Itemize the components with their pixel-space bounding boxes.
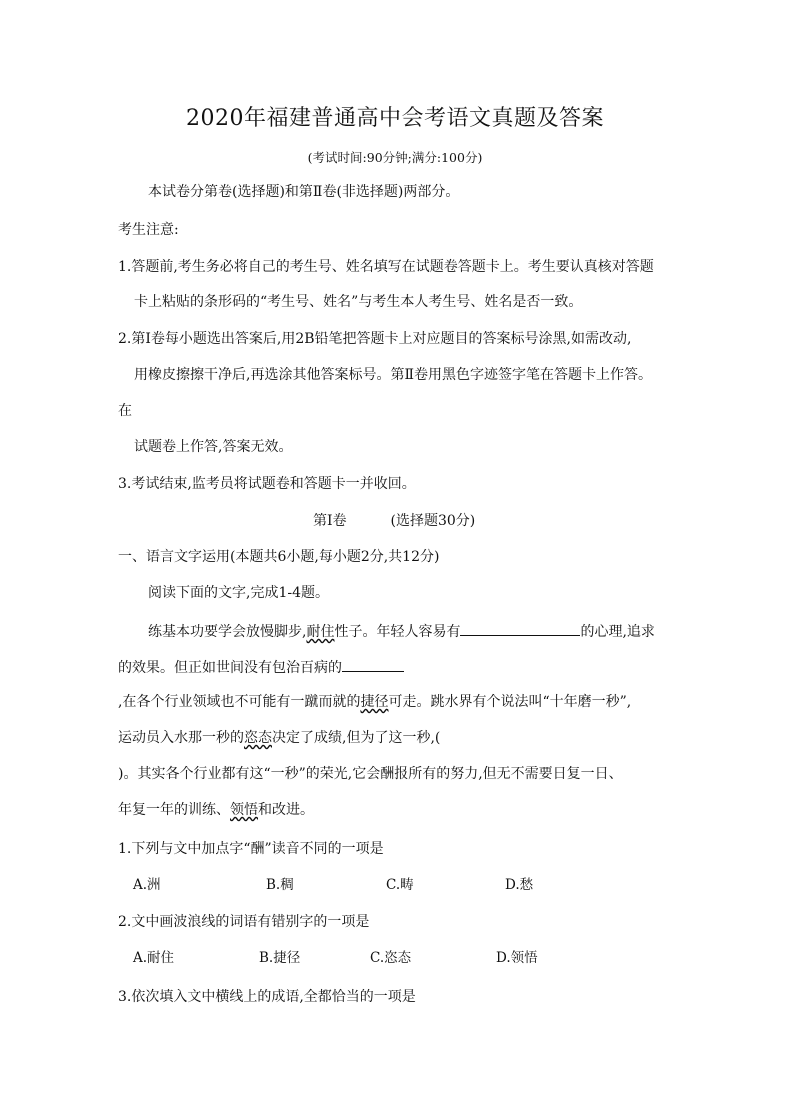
q2-option-a: A.耐住	[133, 950, 175, 966]
passage-text: 的心理,追求	[580, 624, 655, 640]
passage-text: 和改进。	[258, 802, 314, 818]
section-heading	[313, 512, 475, 530]
passage-text: 练基本功要学会放慢脚步,	[148, 624, 307, 640]
part-1-heading: 一、语言文字运用(本题共6小题,每小题2分,共12分)	[118, 549, 440, 565]
passage-line-2	[118, 657, 404, 677]
exam-subtitle: (考试时间:90分钟;满分:100分)	[307, 150, 483, 165]
notice-heading: 考生注意:	[118, 222, 179, 238]
section-detail: (选择题30分)	[390, 513, 476, 529]
wavy-word-lingwu: 领悟	[230, 802, 258, 818]
question-1-stem: 1.下列与文中加点字“酬”读音不同的一项是	[118, 841, 384, 857]
notice-2-line-4: 试题卷上作答,答案无效。	[134, 439, 293, 455]
wavy-word-jiejing: 捷径	[360, 694, 389, 710]
passage-line-1	[148, 621, 655, 641]
q1-option-d: D.愁	[505, 877, 534, 893]
q2-option-b: B.捷径	[259, 950, 301, 966]
passage-line-3	[118, 693, 631, 711]
passage-line-6	[118, 801, 314, 819]
q1-option-c: C.畴	[386, 877, 414, 893]
blank-1	[460, 621, 580, 636]
q1-option-b: B.稠	[266, 877, 294, 893]
q2-option-c: C.恣态	[370, 950, 412, 966]
question-2-stem: 2.文中画波浪线的词语有错别字的一项是	[118, 914, 370, 930]
blank-2	[342, 657, 404, 672]
question-3-stem: 3.依次填入文中横线上的成语,全都恰当的一项是	[118, 989, 416, 1005]
wavy-word-zitai: 恣态	[244, 730, 272, 746]
passage-line-5: )。其实各个行业都有这“一秒”的荣光,它会酬报所有的努力,但无不需要日复一日、	[118, 766, 623, 782]
passage-text: 性子。年轻人容易有	[334, 624, 461, 640]
notice-3: 3.考试结束,监考员将试题卷和答题卡一并收回。	[118, 476, 416, 492]
passage-text: 运动员入水那一秒的	[118, 730, 244, 746]
passage-text: 可走。跳水界有个说法叫“十年磨一秒”,	[388, 694, 632, 710]
passage-line-4	[118, 729, 440, 747]
passage-text: 决定了成绩,但为了这一秒,(	[272, 730, 441, 746]
passage-text: ,在各个行业领域也不可能有一蹴而就的	[118, 694, 361, 710]
notice-2-line-3: 在	[118, 403, 132, 419]
notice-1-line-2: 卡上粘贴的条形码的“考生号、姓名”与考生本人考生号、姓名是否一致。	[134, 294, 583, 310]
document-title: 2020年福建普通高中会考语文真题及答案	[186, 106, 604, 131]
passage-text: 的效果。但正如世间没有包治百病的	[118, 660, 342, 676]
q1-option-a: A.洲	[133, 877, 161, 893]
notice-1-line-1: 1.答题前,考生务必将自己的考生号、姓名填写在试题卷答题卡上。考生要认真核对答题	[118, 259, 654, 275]
wavy-word-naizhu: 耐住	[306, 624, 335, 640]
notice-2-line-2: 用橡皮擦擦干净后,再选涂其他答案标号。第Ⅱ卷用黑色字迹签字笔在答题卡上作答。	[134, 367, 652, 383]
passage-text: 年复一年的训练、	[118, 802, 230, 818]
reading-instruction: 阅读下面的文字,完成1-4题。	[148, 585, 329, 601]
q2-option-d: D.领悟	[496, 950, 538, 966]
section-name: 第Ⅰ卷	[313, 513, 347, 529]
intro-text: 本试卷分第卷(选择题)和第Ⅱ卷(非选择题)两部分。	[148, 184, 460, 200]
notice-2-line-1: 2.第I卷每小题选出答案后,用2B铅笔把答题卡上对应题目的答案标号涂黑,如需改动,	[118, 331, 632, 347]
